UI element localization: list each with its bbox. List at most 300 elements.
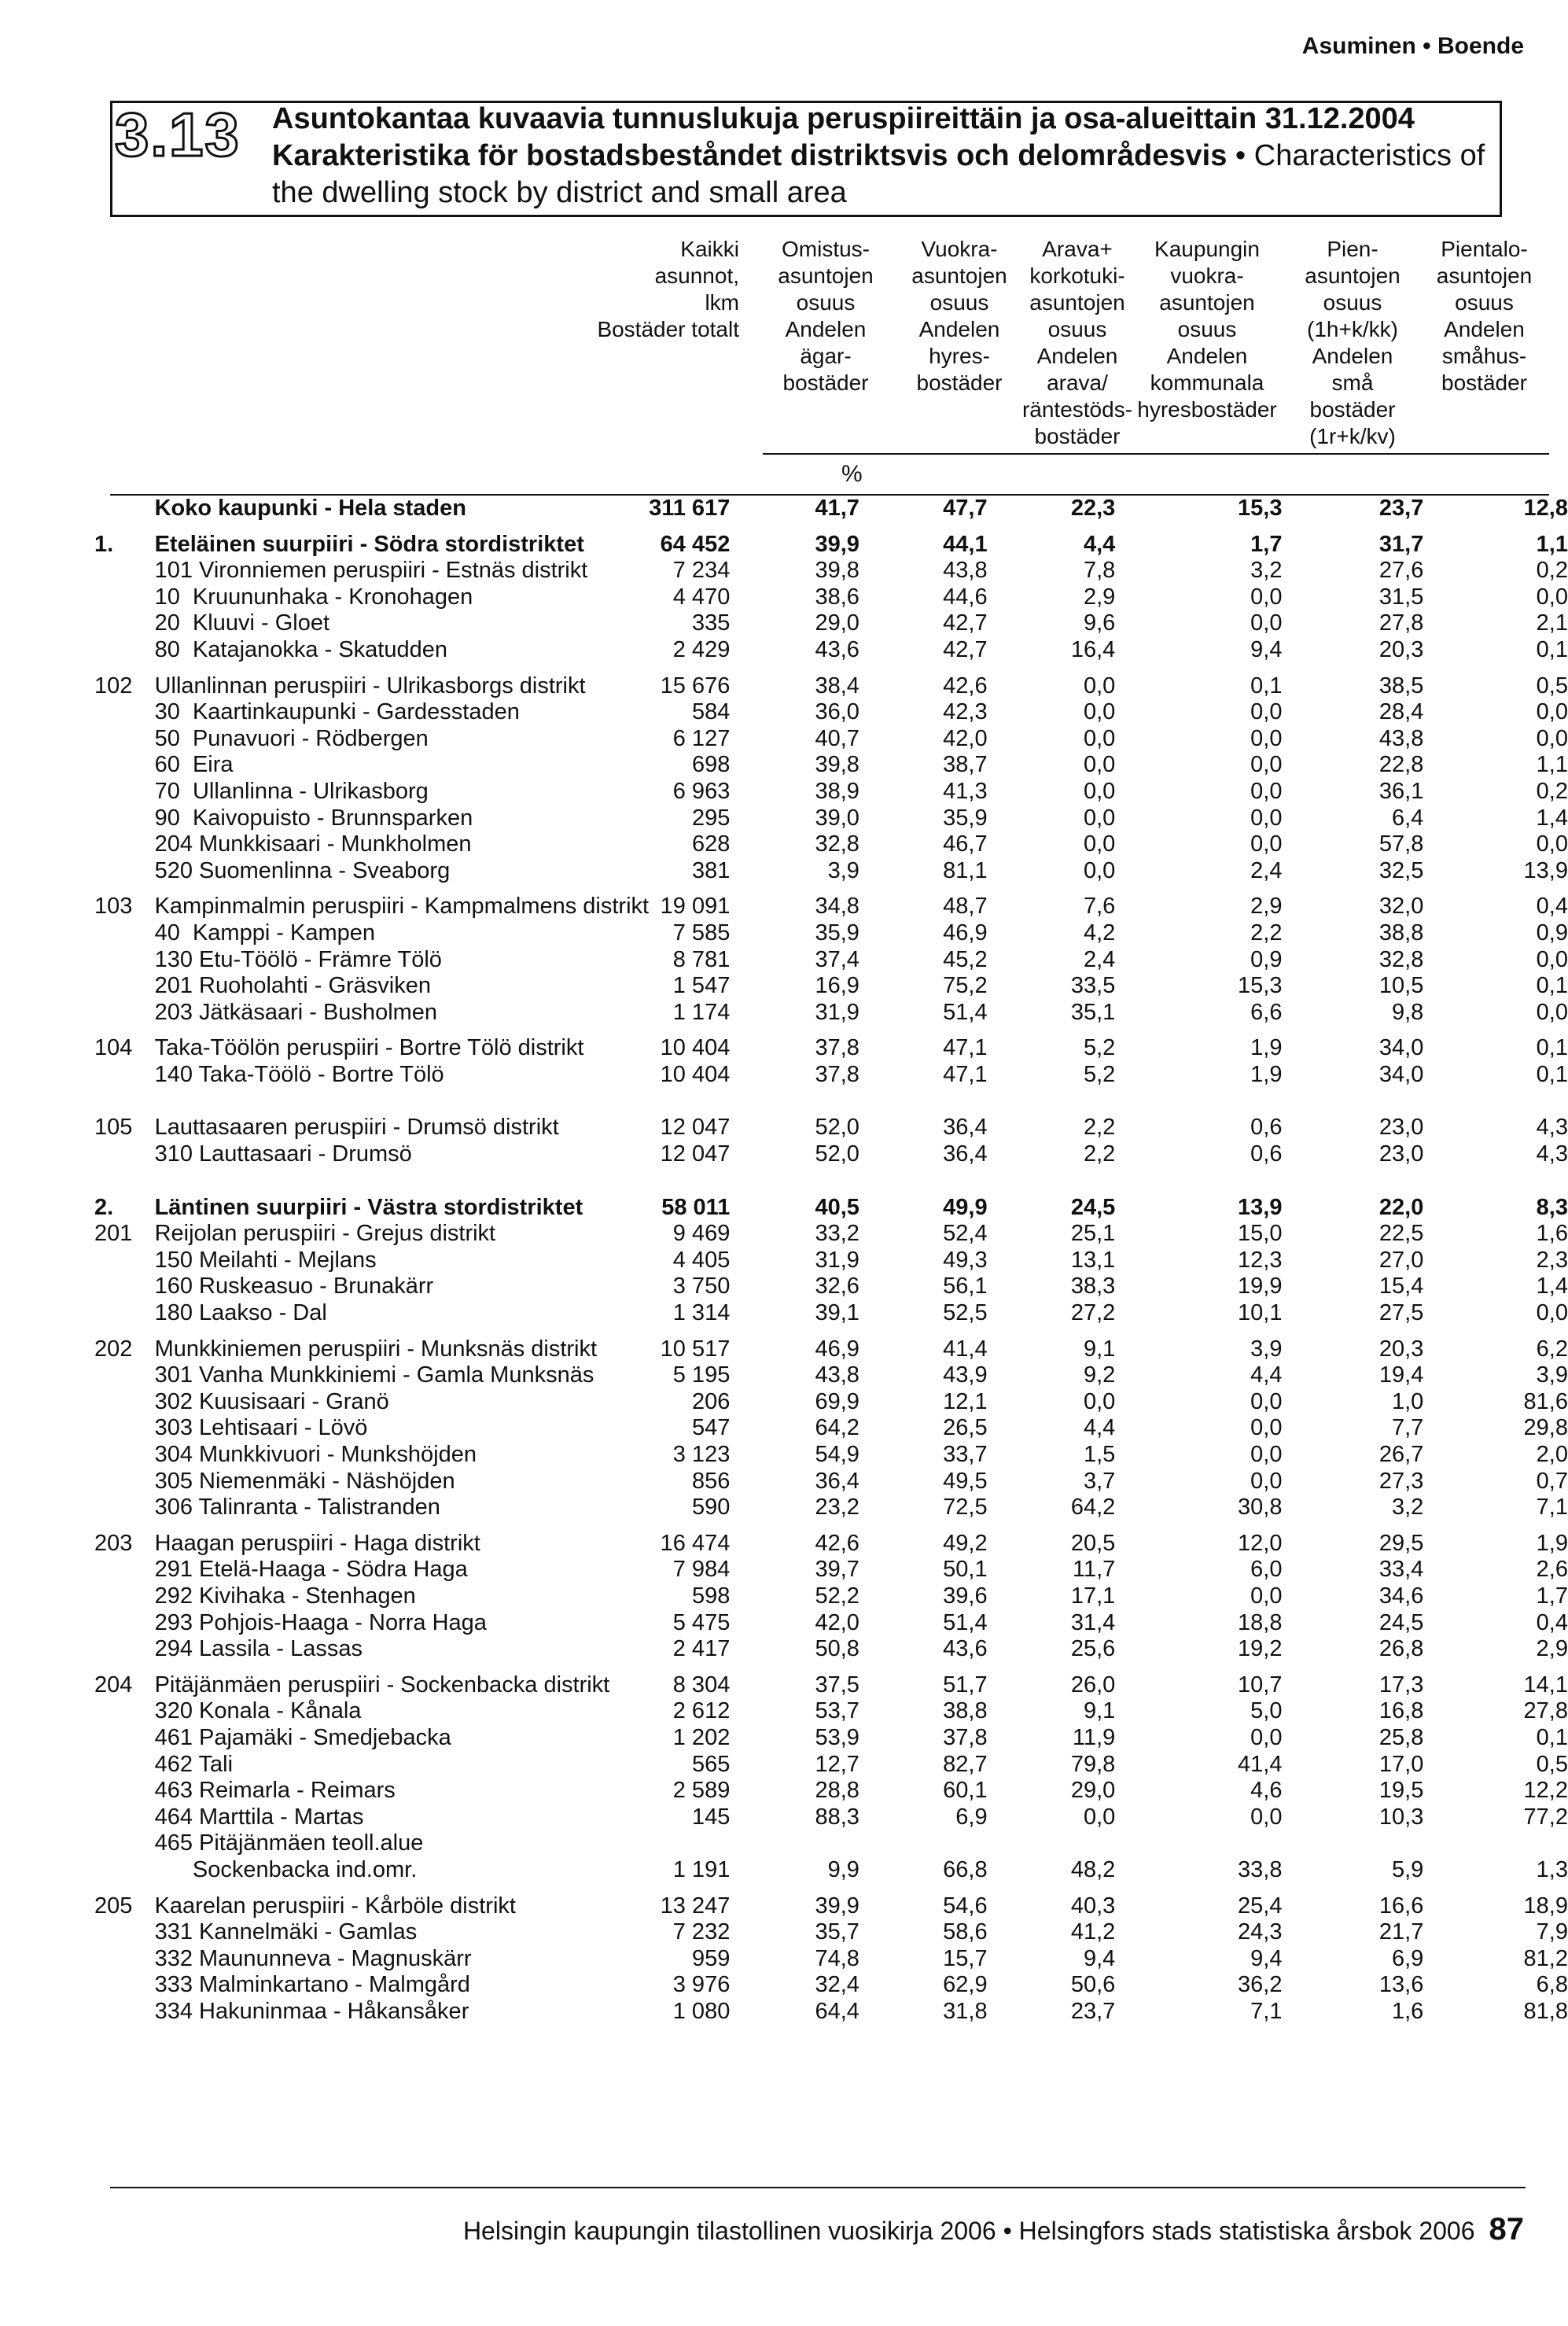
row-value: 31,8	[943, 1998, 988, 2024]
row-value: 10,1	[1238, 1300, 1283, 1326]
row-value: 10 404	[660, 1035, 731, 1061]
row-value: 38,9	[815, 778, 859, 804]
table-row	[94, 726, 1568, 753]
row-value: 41,4	[943, 1336, 988, 1362]
row-value: 0,0	[1250, 699, 1283, 725]
row-code	[94, 496, 155, 522]
row-spacer	[94, 1327, 1568, 1336]
row-code	[94, 1919, 155, 1946]
row-value: 32,0	[1378, 894, 1424, 920]
row-code: 1.	[94, 531, 114, 557]
row-value: 10,3	[1378, 1804, 1424, 1830]
row-value: 5,0	[1250, 1698, 1283, 1724]
row-code	[94, 1442, 155, 1469]
row-value: 37,8	[815, 1061, 859, 1087]
row-spacer	[94, 1884, 1568, 1893]
row-area-name: 160 Ruskeasuo - Brunakärr	[154, 1274, 434, 1299]
row-value: 15,0	[1238, 1221, 1283, 1247]
row-value: 41,2	[1070, 1919, 1116, 1945]
row-value: 0,1	[1536, 1035, 1568, 1061]
row-value: 12,8	[1523, 496, 1568, 521]
table-row	[94, 1698, 1568, 1725]
row-value: 2,2	[1083, 1115, 1116, 1141]
row-value: 22,0	[1378, 1194, 1424, 1220]
row-value: 30,8	[1238, 1495, 1283, 1521]
row-value: 9,1	[1083, 1698, 1116, 1724]
row-value: 15,3	[1238, 496, 1283, 521]
row-value: 24,3	[1238, 1919, 1283, 1945]
row-area-name: 10 Kruununhaka - Kronohagen	[154, 584, 473, 610]
row-value: 0,9	[1536, 920, 1568, 946]
row-code	[94, 699, 155, 726]
row-value: 6,0	[1250, 1557, 1283, 1583]
row-value: 58 011	[661, 1194, 731, 1220]
row-value: 51,7	[943, 1672, 988, 1698]
row-value: 17,1	[1070, 1583, 1116, 1609]
table-row	[94, 1972, 1568, 1999]
row-value: 0,0	[1536, 946, 1568, 972]
table-row	[94, 699, 1568, 726]
row-value: 21,7	[1378, 1919, 1424, 1945]
row-value: 19 091	[660, 894, 731, 920]
row-value: 46,7	[943, 831, 988, 857]
row-value: 11,7	[1073, 1557, 1116, 1583]
table-row	[94, 1893, 1568, 1920]
row-value: 0,0	[1250, 1468, 1283, 1494]
row-value: 44,6	[943, 584, 988, 610]
row-value: 47,7	[943, 496, 988, 521]
row-value: 1 547	[672, 973, 731, 999]
table-row	[94, 947, 1568, 974]
row-value: 39,9	[815, 1893, 859, 1919]
row-value: 0,7	[1536, 1468, 1568, 1494]
row-code: 201	[94, 1221, 133, 1247]
row-code	[94, 1804, 155, 1831]
row-value: 0,0	[1083, 752, 1116, 778]
row-value: 38,6	[815, 584, 859, 610]
table-row	[94, 1495, 1568, 1521]
row-value: 3 123	[672, 1442, 731, 1467]
title-finnish: Asuntokantaa kuvaavia tunnuslukuja peruspiireittäin ja osa-alueittain 31.12.2004	[272, 102, 1415, 135]
table-row	[94, 858, 1568, 885]
row-value: 4,4	[1250, 1362, 1283, 1388]
row-value: 1,4	[1536, 1274, 1568, 1299]
row-value: 36,2	[1238, 1972, 1283, 1998]
row-value: 0,5	[1536, 1751, 1568, 1777]
table-row	[94, 779, 1568, 805]
row-code: 205	[94, 1893, 133, 1919]
row-area-name: Ullanlinnan peruspiiri - Ulrikasborgs distrikt	[154, 673, 586, 699]
row-value: 5,9	[1392, 1856, 1424, 1882]
row-value: 64 452	[660, 531, 731, 557]
row-value: 4 405	[672, 1247, 731, 1273]
row-area-name: 201 Ruoholahti - Gräsviken	[154, 973, 431, 999]
row-value: 9,6	[1083, 610, 1116, 636]
row-value: 2,1	[1536, 610, 1568, 636]
row-value: 27,2	[1070, 1300, 1116, 1326]
row-value: 7,7	[1392, 1415, 1424, 1441]
row-value: 2,9	[1536, 1636, 1568, 1662]
row-value: 0,4	[1536, 1609, 1568, 1635]
row-value: 49,9	[943, 1194, 988, 1220]
row-value: 0,1	[1250, 673, 1283, 699]
row-area-name: Koko kaupunki - Hela staden	[154, 496, 466, 521]
row-value: 34,0	[1378, 1061, 1424, 1087]
row-value: 0,6	[1250, 1141, 1283, 1167]
row-code	[94, 1248, 155, 1274]
row-value: 29,5	[1378, 1530, 1424, 1556]
row-value: 9,4	[1083, 1945, 1116, 1971]
row-value: 9,4	[1250, 636, 1283, 662]
row-value: 32,8	[1378, 946, 1424, 972]
row-value: 45,2	[943, 946, 988, 972]
row-value: 37,8	[943, 1724, 988, 1750]
row-value: 41,4	[1238, 1751, 1283, 1777]
row-value: 0,0	[1083, 805, 1116, 831]
footer-rule	[110, 2187, 1526, 2188]
row-value: 49,3	[943, 1247, 988, 1273]
row-code	[94, 1636, 155, 1663]
row-value: 69,9	[815, 1388, 859, 1414]
row-value: 39,0	[815, 805, 859, 831]
table-row	[94, 673, 1568, 700]
row-value: 81,8	[1523, 1998, 1568, 2024]
row-value: 9,1	[1083, 1336, 1116, 1362]
row-value: 43,8	[815, 1362, 859, 1388]
row-value: 38,8	[1378, 920, 1424, 946]
row-value: 9,8	[1392, 999, 1424, 1025]
row-value: 81,6	[1523, 1388, 1568, 1414]
row-value: 7 232	[672, 1919, 731, 1945]
row-value: 57,8	[1378, 831, 1424, 857]
row-value: 33,5	[1070, 973, 1116, 999]
row-value: 6,2	[1536, 1336, 1568, 1362]
row-value: 2 589	[672, 1778, 731, 1804]
row-value: 33,4	[1378, 1557, 1424, 1583]
row-value: 25,4	[1238, 1893, 1283, 1919]
row-value: 62,9	[943, 1972, 988, 1998]
row-value: 4,2	[1083, 920, 1116, 946]
row-value: 36,4	[943, 1115, 988, 1141]
row-value: 2,9	[1250, 894, 1283, 920]
table-row	[94, 1221, 1568, 1248]
row-area-name: 332 Maununneva - Magnuskärr	[154, 1945, 472, 1971]
column-headers	[0, 236, 1568, 456]
row-value: 46,9	[815, 1336, 859, 1362]
row-value	[988, 1830, 1116, 1857]
row-value: 2,3	[1536, 1247, 1568, 1273]
row-value: 18,8	[1238, 1609, 1283, 1635]
row-value: 12,7	[815, 1751, 859, 1777]
row-spacer	[94, 522, 1568, 532]
row-value: 4,4	[1083, 531, 1116, 557]
table-row	[94, 1300, 1568, 1327]
row-value: 35,9	[943, 805, 988, 831]
row-value: 7,8	[1083, 558, 1116, 584]
row-value	[649, 1830, 730, 1857]
row-value: 1,1	[1536, 752, 1568, 778]
row-value: 9,4	[1250, 1945, 1283, 1971]
row-value: 77,2	[1523, 1804, 1568, 1830]
row-value: 13 247	[660, 1893, 731, 1919]
row-value: 0,0	[1250, 1388, 1283, 1414]
table-row	[94, 1248, 1568, 1274]
row-code	[94, 1778, 155, 1804]
row-value: 17,3	[1378, 1672, 1424, 1698]
row-value: 46,9	[943, 920, 988, 946]
row-value: 16,4	[1070, 636, 1116, 662]
row-code	[94, 1062, 155, 1089]
row-value: 36,1	[1378, 778, 1424, 804]
row-area-name: Lauttasaaren peruspiiri - Drumsö distrikt	[154, 1115, 559, 1141]
row-value: 27,8	[1523, 1698, 1568, 1724]
table-row	[94, 1442, 1568, 1469]
row-code	[94, 1698, 155, 1725]
row-value: 39,8	[815, 558, 859, 584]
row-value: 5 195	[672, 1362, 731, 1388]
row-value: 2 429	[672, 636, 731, 662]
table-row	[94, 1725, 1568, 1752]
row-area-name: 180 Laakso - Dal	[154, 1300, 327, 1326]
row-value: 4,6	[1250, 1778, 1283, 1804]
column-header-city-rental: Kaupungin vuokra- asuntojen osuus Andelen kommunala hyresbostäder	[1137, 237, 1277, 422]
row-area-name: 30 Kaartinkaupunki - Gardesstaden	[154, 699, 520, 725]
table-row	[94, 1389, 1568, 1416]
row-value: 19,2	[1238, 1636, 1283, 1662]
row-value: 2 612	[672, 1698, 731, 1724]
table-row	[94, 1636, 1568, 1663]
row-value: 12,3	[1238, 1247, 1283, 1273]
row-value: 2,4	[1083, 946, 1116, 972]
row-value	[859, 1830, 988, 1857]
row-code	[94, 1999, 155, 2026]
table-row	[94, 1583, 1568, 1610]
row-area-name: 465 Pitäjänmäen teoll.alue	[154, 1830, 424, 1856]
table-row	[94, 1778, 1568, 1804]
row-value: 41,7	[815, 496, 859, 521]
row-code	[94, 831, 155, 858]
row-spacer	[94, 1168, 1568, 1195]
row-value: 0,0	[1250, 610, 1283, 636]
row-value: 295	[691, 805, 731, 831]
table-row	[94, 1531, 1568, 1557]
row-area-name: 140 Taka-Töölö - Bortre Tölö	[154, 1061, 444, 1087]
column-header-small: Pien- asuntojen osuus (1h+k/kk) Andelen små bostäder (1r+k/kv)	[1305, 237, 1401, 448]
row-value: 31,9	[815, 999, 859, 1025]
row-value: 7 234	[672, 558, 731, 584]
row-value: 27,8	[1378, 610, 1424, 636]
row-value: 35,7	[815, 1919, 859, 1945]
row-code	[94, 1972, 155, 1999]
table-row	[94, 1610, 1568, 1637]
row-value: 13,1	[1070, 1247, 1116, 1273]
row-value: 0,0	[1536, 699, 1568, 725]
row-value: 19,5	[1378, 1778, 1424, 1804]
row-value: 1,5	[1083, 1442, 1116, 1467]
row-value: 52,0	[815, 1115, 859, 1141]
row-area-name: Kampinmalmin peruspiiri - Kampmalmens distrikt	[154, 894, 650, 920]
row-value: 12,0	[1238, 1530, 1283, 1556]
row-area-name: Reijolan peruspiiri - Grejus distrikt	[154, 1221, 496, 1247]
row-value: 41,3	[943, 778, 988, 804]
row-value: 43,8	[1378, 725, 1424, 751]
row-area-name: 461 Pajamäki - Smedjebacka	[154, 1724, 451, 1750]
row-value: 10,5	[1378, 973, 1424, 999]
row-code: 202	[94, 1336, 133, 1362]
row-value: 50,8	[815, 1636, 859, 1662]
row-value: 0,0	[1536, 725, 1568, 751]
row-value: 50,6	[1070, 1972, 1116, 1998]
row-code	[94, 1857, 155, 1884]
row-value: 50,1	[943, 1557, 988, 1583]
row-value: 13,9	[1238, 1194, 1283, 1220]
row-value: 38,7	[943, 752, 988, 778]
row-area-name: 50 Punavuori - Rödbergen	[154, 725, 429, 751]
row-area-name: Taka-Töölön peruspiiri - Bortre Tölö distrikt	[154, 1035, 584, 1061]
row-value: 42,7	[943, 636, 988, 662]
row-value: 3,9	[827, 857, 859, 883]
table-row	[94, 496, 1568, 522]
row-value: 1 314	[672, 1300, 731, 1326]
row-area-name: 304 Munkkivuori - Munkshöjden	[154, 1442, 477, 1467]
table-row	[94, 637, 1568, 664]
row-value: 52,2	[815, 1583, 859, 1609]
table-row	[94, 894, 1568, 920]
row-area-name: 305 Niemenmäki - Näshöjden	[154, 1468, 455, 1494]
row-value: 206	[691, 1388, 731, 1414]
row-value: 8 781	[672, 946, 731, 972]
row-value: 0,2	[1536, 778, 1568, 804]
row-value: 2,9	[1083, 584, 1116, 610]
row-area-name: Munkkiniemen peruspiiri - Munksnäs distrikt	[154, 1336, 598, 1362]
row-value: 590	[691, 1495, 731, 1521]
row-area-name: 520 Suomenlinna - Sveaborg	[154, 857, 451, 883]
row-value: 26,7	[1378, 1442, 1424, 1467]
row-value: 0,0	[1536, 831, 1568, 857]
table-row	[94, 1336, 1568, 1363]
table-row	[94, 1035, 1568, 1062]
row-value: 0,9	[1250, 946, 1283, 972]
row-value: 54,6	[943, 1893, 988, 1919]
row-area-name: 292 Kivihaka - Stenhagen	[154, 1583, 416, 1609]
row-area-name: 150 Meilahti - Mejlans	[154, 1247, 377, 1273]
row-value: 52,0	[815, 1141, 859, 1167]
row-value: 4,3	[1536, 1141, 1568, 1167]
column-header-total: Kaikki asunnot, lkm Bostäder totalt	[597, 237, 739, 341]
table-row	[94, 1062, 1568, 1089]
row-code	[94, 779, 155, 805]
row-value: 28,4	[1378, 699, 1424, 725]
row-spacer	[94, 1663, 1568, 1672]
row-value: 9,2	[1083, 1362, 1116, 1388]
table-row	[94, 1804, 1568, 1831]
table-row	[94, 584, 1568, 611]
table-row	[94, 805, 1568, 832]
row-value: 5,2	[1083, 1061, 1116, 1087]
row-value: 0,0	[1536, 1300, 1568, 1326]
row-value: 0,0	[1250, 831, 1283, 857]
row-value: 32,4	[815, 1972, 859, 1998]
row-value: 16,6	[1378, 1893, 1424, 1919]
row-area-name: 463 Reimarla - Reimars	[154, 1778, 396, 1804]
row-value: 47,1	[943, 1035, 988, 1061]
row-value: 38,3	[1070, 1274, 1116, 1299]
row-area-name: 70 Ullanlinna - Ulrikasborg	[154, 778, 429, 804]
row-value: 1 191	[672, 1856, 731, 1882]
row-value: 6,8	[1536, 1972, 1568, 1998]
table-row	[94, 1946, 1568, 1973]
row-code	[94, 1000, 155, 1027]
row-area-name: 291 Etelä-Haaga - Södra Haga	[154, 1557, 468, 1583]
row-value: 72,5	[943, 1495, 988, 1521]
row-value: 53,7	[815, 1698, 859, 1724]
row-value: 584	[691, 699, 731, 725]
row-value: 15,7	[943, 1945, 988, 1971]
row-value: 1 174	[672, 999, 731, 1025]
row-value: 64,4	[815, 1998, 859, 2024]
row-value: 23,0	[1378, 1115, 1424, 1141]
row-value: 3,7	[1083, 1468, 1116, 1494]
row-value: 7 984	[672, 1557, 731, 1583]
row-value: 40,5	[815, 1194, 859, 1220]
row-value: 23,7	[1070, 1998, 1116, 2024]
table-row	[94, 1274, 1568, 1300]
row-value: 26,8	[1378, 1636, 1424, 1662]
row-code	[94, 752, 155, 779]
row-area-name: 302 Kuusisaari - Granö	[154, 1388, 389, 1414]
row-value: 36,4	[815, 1468, 859, 1494]
row-value: 81,1	[943, 857, 988, 883]
row-code	[94, 973, 155, 1000]
row-area-name: 80 Katajanokka - Skatudden	[154, 636, 448, 662]
row-value: 79,8	[1070, 1751, 1116, 1777]
row-value: 1,4	[1536, 805, 1568, 831]
row-area-name: 101 Vironniemen peruspiiri - Estnäs distrikt	[154, 558, 588, 584]
row-code	[94, 1557, 155, 1583]
row-area-name: Sockenbacka ind.omr.	[154, 1856, 418, 1882]
row-value: 335	[691, 610, 731, 636]
table-row	[94, 1672, 1568, 1699]
table-row	[94, 1830, 1568, 1857]
row-area-name: 204 Munkkisaari - Munkholmen	[154, 831, 472, 857]
row-value: 35,9	[815, 920, 859, 946]
row-area-name: Pitäjänmäen peruspiiri - Sockenbacka distrikt	[154, 1672, 610, 1698]
row-value: 15,3	[1238, 973, 1283, 999]
row-value: 6,9	[955, 1804, 988, 1830]
row-value: 58,6	[943, 1919, 988, 1945]
row-value: 60,1	[943, 1778, 988, 1804]
row-value: 24,5	[1070, 1194, 1116, 1220]
row-value: 2,2	[1250, 920, 1283, 946]
column-header-arava: Arava+ korkotuki- asuntojen osuus Andelen arava/ räntestöds- bostäder	[1021, 237, 1133, 448]
row-value: 0,2	[1536, 558, 1568, 584]
row-value: 14,1	[1523, 1672, 1568, 1698]
row-value: 6,9	[1392, 1945, 1424, 1971]
row-value: 11,9	[1073, 1724, 1116, 1750]
row-value: 32,5	[1378, 857, 1424, 883]
row-area-name: 464 Marttila - Martas	[154, 1804, 364, 1830]
row-code	[94, 726, 155, 753]
row-value: 44,1	[943, 531, 988, 557]
row-value: 38,4	[815, 673, 859, 699]
row-value: 1,6	[1392, 1998, 1424, 2024]
row-value	[730, 1830, 859, 1857]
row-value: 959	[691, 1945, 731, 1971]
row-value: 1,6	[1536, 1221, 1568, 1247]
row-value: 22,5	[1378, 1221, 1424, 1247]
row-value: 5,2	[1083, 1035, 1116, 1061]
row-code	[94, 1141, 155, 1168]
